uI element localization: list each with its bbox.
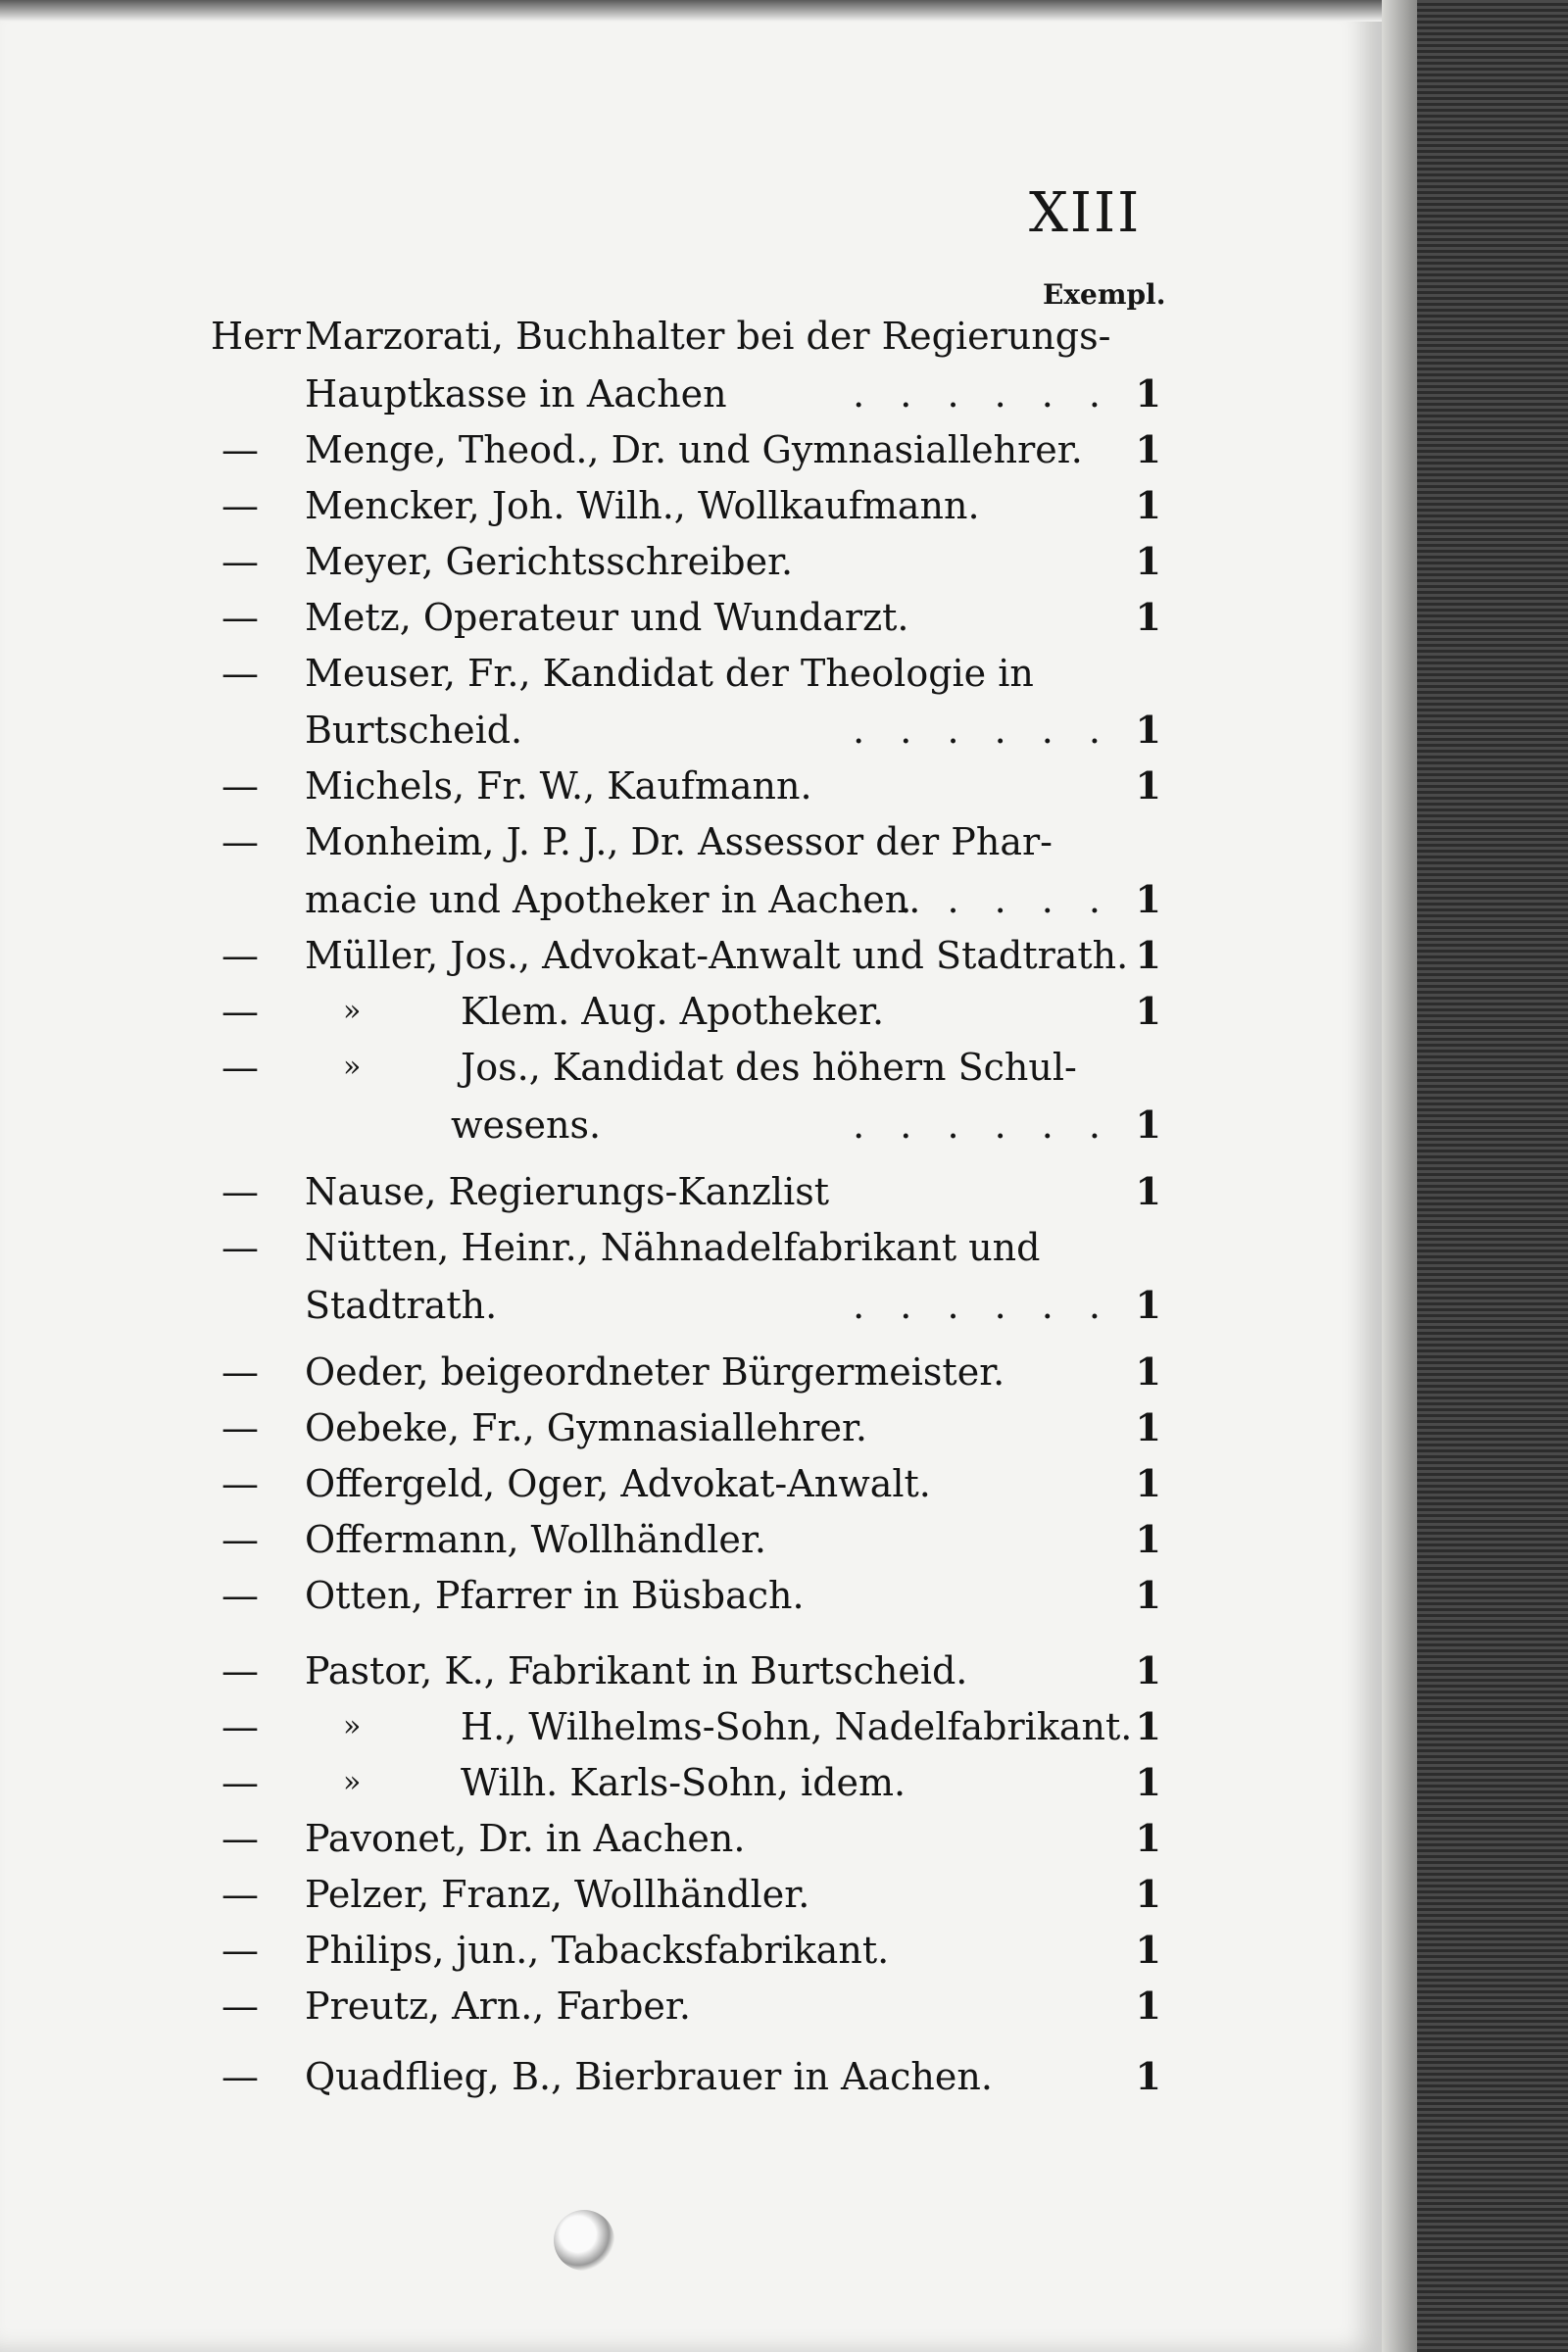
dash-marker: — [221, 1406, 259, 1449]
copies-count: 1 [1135, 1648, 1161, 1692]
entry-text-continuation: wesens. [451, 1103, 602, 1147]
dash-marker: — [221, 428, 259, 471]
list-item [211, 1459, 1161, 1508]
copies-count: 1 [1135, 1349, 1161, 1394]
entry-text: Marzorati, Buchhalter bei der Regierungs- [305, 315, 1111, 358]
entry-text: Müller, Jos., Advokat-Anwalt und Stadtrath. [305, 934, 1129, 977]
scan-shadow-top [0, 0, 1382, 22]
page-edge [1382, 0, 1417, 2352]
copies-count: 1 [1135, 595, 1161, 639]
copies-count: 1 [1135, 1872, 1161, 1916]
dash-marker: — [221, 934, 259, 977]
dash-marker: — [221, 540, 259, 583]
list-item-continuation [211, 1281, 1161, 1330]
dash-marker: — [221, 1929, 259, 1972]
column-header: Exempl. [1043, 278, 1166, 311]
entry-text: Mencker, Joh. Wilh., Wollkaufmann. [305, 484, 980, 527]
dash-marker: — [221, 484, 259, 527]
entry-text: Wilh. Karls-Sohn, idem. [461, 1761, 906, 1804]
list-item [211, 817, 1161, 866]
copies-count: 1 [1135, 2054, 1161, 2098]
entry-text: Pastor, K., Fabrikant in Burtscheid. [305, 1649, 968, 1692]
leader-dots: . . . . . . [853, 1103, 1112, 1147]
copies-count: 1 [1135, 763, 1161, 808]
entry-text: H., Wilhelms-Sohn, Nadelfabrikant. [461, 1705, 1133, 1748]
copies-count: 1 [1135, 371, 1161, 416]
copies-count: 1 [1135, 1573, 1161, 1617]
dash-marker: — [221, 2055, 259, 2098]
dash-marker: — [221, 1984, 259, 2028]
copies-count: 1 [1135, 1816, 1161, 1860]
leader-dots: . . . . . . [853, 372, 1112, 416]
list-item [211, 2052, 1161, 2101]
entry-text: Nause, Regierungs-Kanzlist [305, 1170, 829, 1213]
entry-text: Oebeke, Fr., Gymnasiallehrer. [305, 1406, 868, 1449]
dash-marker: — [221, 1226, 259, 1269]
dash-marker: — [221, 1518, 259, 1561]
copies-count: 1 [1135, 877, 1161, 921]
dash-marker: — [221, 652, 259, 695]
dash-marker: — [221, 820, 259, 863]
entry-text: Pelzer, Franz, Wollhändler. [305, 1873, 810, 1916]
dash-marker: — [221, 1873, 259, 1916]
paper-blemish [554, 2210, 614, 2271]
entry-text: Pavonet, Dr. in Aachen. [305, 1817, 746, 1860]
list-item-continuation [211, 369, 1161, 418]
ditto-mark: » [343, 1765, 362, 1799]
dash-marker: — [221, 764, 259, 808]
dash-marker: — [221, 1046, 259, 1089]
copies-count: 1 [1135, 708, 1161, 752]
entry-text-continuation: macie und Apotheker in Aachen. [305, 878, 921, 921]
dash-marker: — [221, 1761, 259, 1804]
entry-text-continuation: Hauptkasse in Aachen [305, 372, 727, 416]
copies-count: 1 [1135, 1984, 1161, 2028]
copies-count: 1 [1135, 989, 1161, 1033]
entry-text: Offermann, Wollhändler. [305, 1518, 766, 1561]
scan-background [1417, 0, 1568, 2352]
list-item [211, 1870, 1161, 1919]
list-item [211, 931, 1161, 980]
copies-count: 1 [1135, 933, 1161, 977]
copies-count: 1 [1135, 1760, 1161, 1804]
copies-count: 1 [1135, 427, 1161, 471]
entry-text: Offergeld, Oger, Advokat-Anwalt. [305, 1462, 931, 1505]
dash-marker: — [221, 1350, 259, 1394]
entry-text: Nütten, Heinr., Nähnadelfabrikant und [305, 1226, 1041, 1269]
list-item [211, 1758, 1161, 1807]
copies-count: 1 [1135, 1102, 1161, 1147]
entry-text: Menge, Theod., Dr. und Gymnasiallehrer. [305, 428, 1083, 471]
list-item [211, 481, 1161, 530]
entry-text: Preutz, Arn., Farber. [305, 1984, 691, 2028]
entry-text: Quadflieg, B., Bierbrauer in Aachen. [305, 2055, 993, 2098]
dash-marker: — [221, 1649, 259, 1692]
page-number: XIII [1029, 181, 1142, 245]
copies-count: 1 [1135, 1704, 1161, 1748]
copies-count: 1 [1135, 483, 1161, 527]
dash-marker: — [221, 990, 259, 1033]
list-item [211, 1926, 1161, 1975]
list-item [211, 1982, 1161, 2031]
ditto-mark: » [343, 1050, 362, 1084]
list-item [211, 1814, 1161, 1863]
entry-text: Jos., Kandidat des höhern Schul- [461, 1046, 1077, 1089]
copies-count: 1 [1135, 1169, 1161, 1213]
list-item [211, 1167, 1161, 1216]
list-item [211, 537, 1161, 586]
list-item [211, 649, 1161, 698]
list-item [211, 1646, 1161, 1695]
copies-count: 1 [1135, 1283, 1161, 1327]
list-item [211, 312, 1161, 361]
leader-dots: . . . . . . [853, 1284, 1112, 1327]
entry-text: Michels, Fr. W., Kaufmann. [305, 764, 812, 808]
ditto-mark: » [343, 1709, 362, 1743]
entry-text: Klem. Aug. Apotheker. [461, 990, 885, 1033]
list-item [211, 1702, 1161, 1751]
entry-text: Meyer, Gerichtsschreiber. [305, 540, 794, 583]
ditto-mark: » [343, 994, 362, 1028]
list-item [211, 761, 1161, 810]
entry-text: Meuser, Fr., Kandidat der Theologie in [305, 652, 1034, 695]
copies-count: 1 [1135, 1517, 1161, 1561]
copies-count: 1 [1135, 1405, 1161, 1449]
salutation: Herr [211, 315, 301, 358]
dash-marker: — [221, 1817, 259, 1860]
list-item [211, 1043, 1161, 1092]
list-item [211, 1403, 1161, 1452]
list-item [211, 987, 1161, 1036]
copies-count: 1 [1135, 1461, 1161, 1505]
list-item [211, 593, 1161, 642]
list-item-continuation [211, 706, 1161, 755]
dash-marker: — [221, 596, 259, 639]
entry-text: Philips, jun., Tabacksfabrikant. [305, 1929, 890, 1972]
dash-marker: — [221, 1705, 259, 1748]
entry-text: Otten, Pfarrer in Büsbach. [305, 1574, 805, 1617]
copies-count: 1 [1135, 539, 1161, 583]
entry-text: Oeder, beigeordneter Bürgermeister. [305, 1350, 1005, 1394]
leader-dots: . . . . . . [853, 878, 1112, 921]
list-item [211, 1223, 1161, 1272]
entry-text-continuation: Burtscheid. [305, 709, 523, 752]
list-item [211, 1571, 1161, 1620]
list-item-continuation [211, 1101, 1161, 1150]
list-item [211, 1515, 1161, 1564]
entry-text: Metz, Operateur und Wundarzt. [305, 596, 909, 639]
list-item [211, 425, 1161, 474]
dash-marker: — [221, 1574, 259, 1617]
dash-marker: — [221, 1462, 259, 1505]
entry-text-continuation: Stadtrath. [305, 1284, 498, 1327]
dash-marker: — [221, 1170, 259, 1213]
list-item-continuation [211, 875, 1161, 924]
copies-count: 1 [1135, 1928, 1161, 1972]
leader-dots: . . . . . . [853, 709, 1112, 752]
list-item [211, 1348, 1161, 1396]
entry-text: Monheim, J. P. J., Dr. Assessor der Phar- [305, 820, 1053, 863]
